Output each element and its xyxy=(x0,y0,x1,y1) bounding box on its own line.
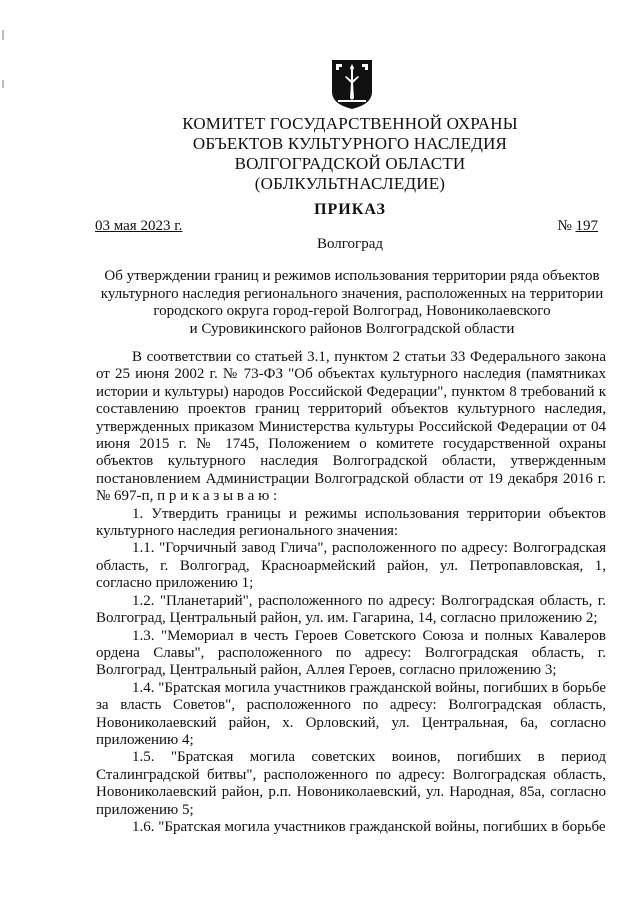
org-name-line: ОБЪЕКТОВ КУЛЬТУРНОГО НАСЛЕДИЯ xyxy=(192,134,508,153)
org-name-line: (ОБЛКУЛЬТНАСЛЕДИЕ) xyxy=(254,174,446,193)
document-date: 03 мая 2023 г. xyxy=(95,218,183,234)
body-paragraph: 1.1. "Горчичный завод Глича", расположенного по адресу: Волгоградская область, г. Волгоград, Красноармейский район, ул. Петропавловская, 1, согласно приложению 1; xyxy=(96,540,606,592)
volgograd-emblem-icon xyxy=(330,58,374,110)
title-line: и Суровикинского районов Волгоградской области xyxy=(189,320,515,337)
body-paragraph: 1.2. "Планетарий", расположенного по адресу: Волгоградская область, г. Волгоград, Центральный район, ул. им. Гагарина, 14, согласно приложению 2; xyxy=(96,592,606,627)
document-number xyxy=(557,218,598,235)
document-city: Волгоград xyxy=(316,236,383,252)
scan-edge-mark xyxy=(2,80,4,88)
org-name-line: КОМИТЕТ ГОСУДАРСТВЕННОЙ ОХРАНЫ xyxy=(182,114,518,133)
title-line: городского округа город-герой Волгоград, Новониколаевского xyxy=(153,303,551,319)
body-paragraph: 1.3. "Мемориал в честь Героев Советского Союза и полных Кавалеров ордена Славы", расположенного по адресу: Волгоградская область, г. Волгоград, Центральный район, Аллея Героев, согласно приложению 3; xyxy=(96,627,606,679)
org-name-line: ВОЛГОГРАДСКОЙ ОБЛАСТИ xyxy=(234,154,466,173)
title-line: Об утверждении границ и режимов использования территории ряда объектов xyxy=(104,268,600,284)
document-title xyxy=(96,268,608,338)
body-paragraph: 1.4. "Братская могила участников гражданской войны, погибших в борьбе за власть Советов", расположенного по адресу: Волгоградская область, Новониколаевский район, х. Орловский, ул. Центральная, 6а, согласно приложению 4; xyxy=(96,679,606,748)
scan-edge-mark xyxy=(2,30,4,40)
number-prefix: № xyxy=(557,218,572,234)
document-type: ПРИКАЗ xyxy=(314,201,386,218)
title-line: культурного наследия регионального значения, расположенных на территории xyxy=(100,285,604,302)
body-paragraph: 1.5. "Братская могила советских воинов, погибших в период Сталинградской битвы", расположенного по адресу: Волгоградская область, Новониколаевский район, р.п. Новониколаевский, ул. Народная, 85а, согласно приложению 5; xyxy=(96,749,606,818)
body-paragraph: 1. Утвердить границы и режимы использования территории объектов культурного наследия регионального значения: xyxy=(96,505,606,540)
body-paragraph: В соответствии со статьей 3.1, пунктом 2 статьи 33 Федерального закона от 25 июня 2002 г. № 73-ФЗ "Об объектах культурного наследия (памятниках истории и культуры) народов Российской Федерации", пунктом 8 требований к составлению проектов границ территорий объектов культурного наследия, утвержденных приказом Министерства культуры Российской Федерации от 04 июня 2015 г. № 1745, Положением о комитете государственной охраны объектов культурного наследия Волгоградской области, утвержденным постановлением Администрации Волгоградской области от 19 декабря 2016 г. № 697-п, п р и к а з ы в а ю : xyxy=(96,349,606,505)
document-body xyxy=(96,349,606,836)
body-paragraph: 1.6. "Братская могила участников гражданской войны, погибших в борьбе xyxy=(132,818,606,835)
number-value: 197 xyxy=(575,218,598,234)
